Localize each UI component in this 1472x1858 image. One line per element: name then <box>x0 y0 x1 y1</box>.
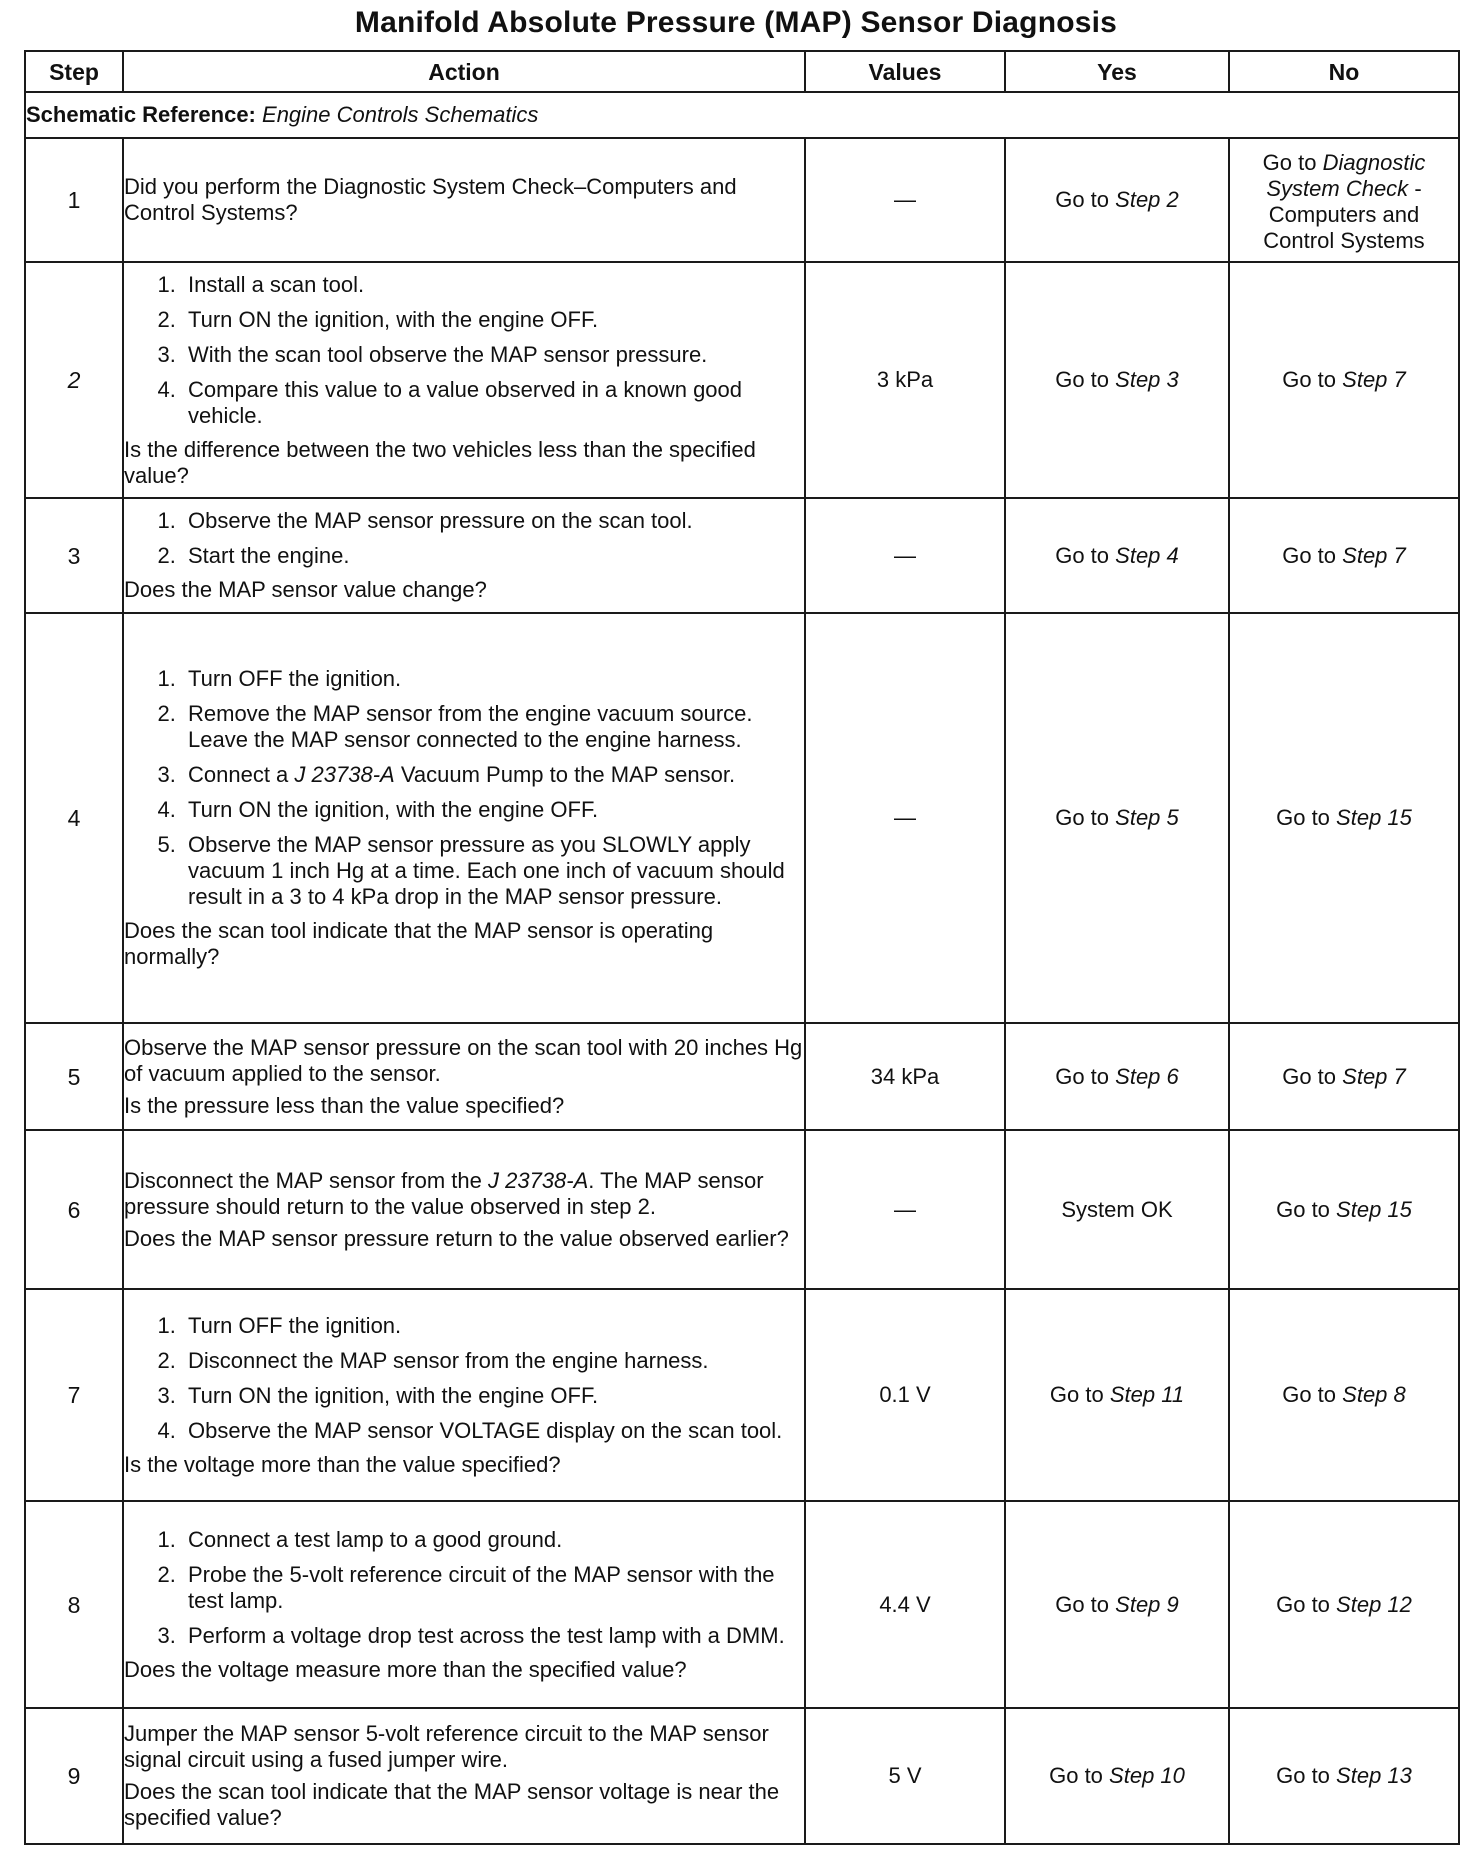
no-target: Step 7 <box>1342 1063 1406 1089</box>
go-to-label: Go to <box>1055 805 1110 830</box>
no-target-em1: Diagnostic <box>1322 150 1426 175</box>
action-list <box>124 272 804 429</box>
value-cell: — <box>805 138 1005 262</box>
text-part: . The MAP sensor pressure should return to the value observed in step 2. <box>124 1167 764 1219</box>
step-number: 7 <box>25 1289 123 1501</box>
tool-reference: J 23738-A <box>294 762 395 787</box>
yes-target: Step 2 <box>1115 187 1179 212</box>
go-to-label: Go to <box>1282 367 1337 392</box>
text-part: Disconnect the MAP sensor from the <box>124 1167 482 1193</box>
action-item: 5. Observe the MAP sensor pressure as you SLOWLY apply vacuum 1 inch Hg at a time. Each one inch of vacuum should result in a 3 to 4 kPa drop in the MAP sensor pressure. <box>182 832 804 910</box>
yes-target: Step 11 <box>1109 1382 1185 1407</box>
table-row <box>25 262 1459 498</box>
value-cell: 3 kPa <box>805 262 1005 498</box>
step-number: 5 <box>25 1023 123 1130</box>
no-cell <box>1229 1289 1459 1501</box>
no-target-line4: Control Systems <box>1263 228 1425 253</box>
value-cell: — <box>805 1130 1005 1289</box>
table-row <box>25 613 1459 1023</box>
action-item: 2. Turn ON the ignition, with the engine OFF. <box>182 307 804 333</box>
yes-target: Step 10 <box>1109 1763 1185 1788</box>
yes-cell <box>1005 1501 1229 1708</box>
item-text: Connect a <box>188 762 289 787</box>
yes-cell <box>1005 1023 1229 1130</box>
yes-target: Step 5 <box>1115 805 1179 830</box>
step-number: 1 <box>25 138 123 262</box>
action-question: Does the MAP sensor value change? <box>124 577 487 602</box>
action-item: 3. Turn ON the ignition, with the engine OFF. <box>182 1383 804 1409</box>
action-list <box>124 1527 804 1649</box>
go-to-label: Go to <box>1282 1063 1337 1089</box>
yes-target: Step 9 <box>1115 1591 1179 1617</box>
no-cell <box>1229 1023 1459 1130</box>
go-to-label: Go to <box>1276 805 1330 830</box>
value-cell: — <box>805 613 1005 1023</box>
go-to-label: Go to <box>1276 1196 1330 1222</box>
yes-target: Step 3 <box>1115 367 1179 392</box>
step-number: 9 <box>25 1708 123 1844</box>
table-row <box>25 1130 1459 1289</box>
go-to-label: Go to <box>1055 1591 1110 1617</box>
table-row <box>25 1023 1459 1130</box>
action-text: Jumper the MAP sensor 5-volt reference circuit to the MAP sensor signal circuit using a fused jumper wire. <box>124 1721 769 1772</box>
header-action: Action <box>123 51 805 92</box>
no-target: Step 15 <box>1336 1196 1412 1222</box>
tool-reference: J 23738-A <box>488 1167 589 1193</box>
yes-cell <box>1005 1708 1229 1844</box>
go-to-label: Go to <box>1049 1382 1104 1407</box>
value-cell: 34 kPa <box>805 1023 1005 1130</box>
action-item: 3. With the scan tool observe the MAP sensor pressure. <box>182 342 804 368</box>
go-to-label: Go to <box>1049 1763 1103 1788</box>
yes-target: Step 6 <box>1115 1063 1179 1089</box>
header-step: Step <box>25 51 123 92</box>
go-to-label: Go to <box>1055 367 1110 392</box>
action-question: Is the difference between the two vehicles less than the specified value? <box>124 436 756 488</box>
yes-cell <box>1005 1130 1229 1289</box>
yes-result: System OK <box>1061 1196 1173 1222</box>
schematic-reference-row <box>25 92 1459 138</box>
header-yes: Yes <box>1005 51 1229 92</box>
action-item: 1. Observe the MAP sensor pressure on the scan tool. <box>182 508 804 534</box>
action-question: Does the scan tool indicate that the MAP sensor is operating normally? <box>124 918 714 969</box>
step-number: 3 <box>25 498 123 613</box>
yes-cell <box>1005 1289 1229 1501</box>
value-cell: 5 V <box>805 1708 1005 1844</box>
header-no: No <box>1229 51 1459 92</box>
yes-cell <box>1005 262 1229 498</box>
action-cell <box>123 613 805 1023</box>
table-row <box>25 1289 1459 1501</box>
action-item: 3. Perform a voltage drop test across the test lamp with a DMM. <box>182 1623 804 1649</box>
no-cell <box>1229 1708 1459 1844</box>
step-number: 8 <box>25 1501 123 1708</box>
go-to-label: Go to <box>1282 1382 1337 1407</box>
step-number: 4 <box>25 613 123 1023</box>
go-to-label: Go to <box>1055 542 1110 568</box>
no-cell <box>1229 613 1459 1023</box>
table-row <box>25 138 1459 262</box>
go-to-label: Go to <box>1262 150 1317 175</box>
header-values: Values <box>805 51 1005 92</box>
action-cell <box>123 498 805 613</box>
yes-target: Step 4 <box>1115 542 1179 568</box>
action-item: 4. Turn ON the ignition, with the engine OFF. <box>182 797 804 823</box>
action-item: 2. Start the engine. <box>182 543 804 569</box>
header-row <box>25 51 1459 92</box>
no-target-dash: - <box>1414 176 1422 201</box>
table-row <box>25 498 1459 613</box>
action-cell <box>123 262 805 498</box>
action-text: Observe the MAP sensor pressure on the scan tool with 20 inches Hg of vacuum applied to the sensor. <box>124 1034 803 1086</box>
step-number: 6 <box>25 1130 123 1289</box>
schematic-reference <box>25 92 1459 138</box>
action-item: 2. Remove the MAP sensor from the engine vacuum source. Leave the MAP sensor connected to the engine harness. <box>182 701 804 753</box>
action-question: Does the scan tool indicate that the MAP sensor voltage is near the specified value? <box>124 1779 780 1830</box>
go-to-label: Go to <box>1276 1763 1330 1788</box>
yes-cell <box>1005 498 1229 613</box>
action-item: 4. Observe the MAP sensor VOLTAGE display on the scan tool. <box>182 1418 804 1444</box>
action-list <box>124 1313 804 1444</box>
yes-cell <box>1005 613 1229 1023</box>
no-target-em2: System Check <box>1266 176 1409 201</box>
go-to-label: Go to <box>1055 1063 1110 1089</box>
table-row <box>25 1708 1459 1844</box>
step-number: 2 <box>25 262 123 498</box>
go-to-label: Go to <box>1276 1591 1330 1617</box>
action-item: 1. Connect a test lamp to a good ground. <box>182 1527 804 1553</box>
action-question: Did you perform the Diagnostic System Check–Computers and Control Systems? <box>124 174 737 225</box>
value-cell: 4.4 V <box>805 1501 1005 1708</box>
action-cell <box>123 138 805 262</box>
go-to-label: Go to <box>1055 187 1110 212</box>
schematic-label: Schematic Reference: <box>26 102 256 127</box>
action-item: 4. Compare this value to a value observed in a known good vehicle. <box>182 377 804 429</box>
page-title: Manifold Absolute Pressure (MAP) Sensor Diagnosis <box>354 6 1118 39</box>
action-question: Does the MAP sensor pressure return to the value observed earlier? <box>124 1225 789 1251</box>
no-target-line3: Computers and <box>1268 202 1420 227</box>
no-target: Step 7 <box>1342 542 1406 568</box>
action-question: Does the voltage measure more than the specified value? <box>124 1656 687 1682</box>
action-item: 1. Turn OFF the ignition. <box>182 1313 804 1339</box>
action-item: 1. Install a scan tool. <box>182 272 804 298</box>
no-cell <box>1229 262 1459 498</box>
action-list <box>124 666 804 910</box>
no-cell <box>1229 1130 1459 1289</box>
action-cell <box>123 1708 805 1844</box>
diagnosis-table <box>24 50 1460 1845</box>
no-cell <box>1229 138 1459 262</box>
action-item: 1. Turn OFF the ignition. <box>182 666 804 692</box>
action-question: Is the voltage more than the value specified? <box>124 1451 561 1477</box>
action-cell <box>123 1501 805 1708</box>
no-cell <box>1229 1501 1459 1708</box>
action-cell <box>123 1130 805 1289</box>
no-target: Step 12 <box>1336 1591 1412 1617</box>
action-cell <box>123 1023 805 1130</box>
value-cell: 0.1 V <box>805 1289 1005 1501</box>
no-cell <box>1229 498 1459 613</box>
value-cell: — <box>805 498 1005 613</box>
no-target: Step 15 <box>1336 805 1412 830</box>
action-list <box>124 508 804 569</box>
no-target: Step 8 <box>1342 1382 1406 1407</box>
action-text <box>124 1168 804 1220</box>
no-target: Step 7 <box>1342 367 1406 392</box>
action-item: 2. Disconnect the MAP sensor from the engine harness. <box>182 1348 804 1374</box>
action-cell <box>123 1289 805 1501</box>
go-to-label: Go to <box>1282 542 1337 568</box>
no-target: Step 13 <box>1336 1763 1412 1788</box>
item-text: Vacuum Pump to the MAP sensor. <box>400 762 736 787</box>
yes-cell <box>1005 138 1229 262</box>
action-question: Is the pressure less than the value specified? <box>124 1092 565 1118</box>
action-item: 2. Probe the 5-volt reference circuit of the MAP sensor with the test lamp. <box>182 1562 804 1614</box>
schematic-link: Engine Controls Schematics <box>262 102 539 127</box>
action-item <box>182 762 804 788</box>
table-row <box>25 1501 1459 1708</box>
